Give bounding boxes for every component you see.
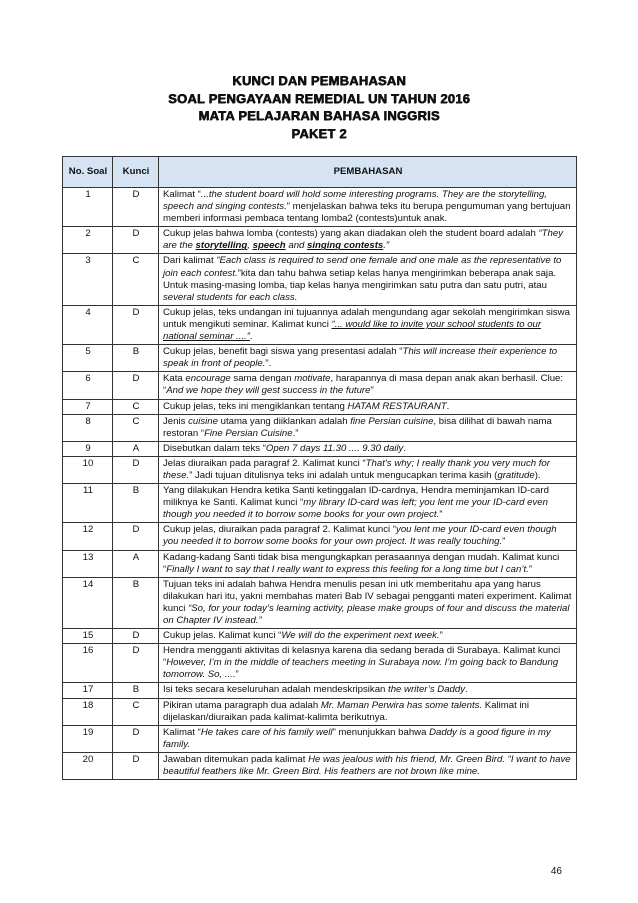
explanation [159,725,577,752]
question-number: 2 [63,227,113,254]
explanation-text: ...the student board will hold some interesting programs. They are the storytelling, speech and singing contests. [163,189,547,213]
explanation [159,399,577,414]
title-line: MATA PELAJARAN BAHASA INGGRIS [198,108,440,123]
explanation-text: and [285,240,308,252]
answer-key: D [113,372,159,399]
table-row [63,372,577,399]
explanation-text: Cukup jelas, benefit bagi siswa yang presentasi adalah “ [163,346,403,358]
explanation [159,644,577,683]
explanation-text: Dari kalimat [163,255,217,267]
answer-key: B [113,345,159,372]
explanation-text: ”. [265,358,272,370]
explanation-text: . [465,684,468,696]
explanation-text: . [249,331,253,343]
explanation-text: He takes care of his family well [200,726,333,738]
table-row [63,752,577,779]
explanation [159,752,577,779]
table-row [63,683,577,698]
explanation-text: Yang dilakukan Hendra ketika Santi ketinggalan ID-cardnya, Hendra meminjamkan ID-card miliknya ke Santi. Kalimat kunci “ [163,485,549,509]
table-row [63,399,577,414]
question-number: 15 [63,629,113,644]
explanation-text: We will do the experiment next week. [281,630,440,642]
explanation-text: . [403,442,407,454]
explanation-text: utama yang diiklankan adalah [217,415,351,427]
explanation-text: Daddy is a good figure in my family. [163,726,551,750]
explanation-text: my library ID-card was left; you lent me your ID-card even though you needed it to borrow some books for your own project. [163,497,548,521]
explanation-text: Open 7 days 11.30 .... 9.30 daily [265,442,404,454]
explanation-text: . [446,400,450,412]
table-row [63,227,577,254]
answer-key: D [113,523,159,550]
explanation [159,456,577,483]
explanation [159,484,577,523]
explanation [159,577,577,628]
explanation [159,254,577,305]
question-number: 20 [63,752,113,779]
explanation-text: Kadang-kadang Santi tidak bisa mengungkapkan perasaannya dengan mudah. Kalimat kunci “ [163,551,560,575]
answer-key: B [113,683,159,698]
explanation-text: HATAM RESTAURANT [347,400,447,412]
explanation-text: Cukup jelas, teks ini mengiklankan tentang [163,400,348,412]
table-row [63,254,577,305]
explanation [159,523,577,550]
title-line: KUNCI DAN PEMBAHASAN [232,73,406,88]
explanation-text: “So, for your today’s learning activity, please make groups of four and discuss the material on Chapter IV instead.” [163,602,570,626]
explanation-text: This will increase their experience to speak in front of people. [163,346,558,370]
explanation-text: storytelling [195,240,248,252]
explanation-text: And we hope they will gest success in the future [166,385,371,397]
table-row [63,305,577,344]
explanation-text: “... would like to invite your school students to our national seminar ....” [163,318,542,343]
explanation-text: ” [235,669,239,681]
explanation-text: Tujuan teks ini adalah bahwa Hendra menulis pesan ini utk memberitahu apa yang harus dilakukan hari itu, yakni membahas materi Bab IV sebagai pengganti materi experiment. Kalimat kunci [163,578,572,614]
explanation-text: ” menunjukkan bahwa [332,726,430,738]
explanation-text: sama dengan [230,373,295,385]
explanation-text: you lent me your ID-card even though you needed it to borrow some books for your own project. It was really touching. [163,524,557,548]
explanation-text: “They are the [163,228,564,252]
explanation-text: However, I’m in the middle of teachers meeting in Surabaya now. I’m going back to Bandung tomorrow. So, .... [163,657,559,681]
answer-key: C [113,254,159,305]
explanation-text: Jenis [163,415,189,427]
explanation-text: ” [528,563,533,575]
explanation-text: speech [252,240,286,252]
table-row [63,523,577,550]
answer-key: D [113,629,159,644]
explanation-text: Jawaban ditemukan pada kalimat [163,753,309,765]
question-number: 12 [63,523,113,550]
explanation-text: ” [439,630,443,642]
question-number: 4 [63,305,113,344]
explanation-text: Cukup jelas bahwa lomba (contests) yang akan diadakan oleh the student board adalah [163,228,539,240]
explanation-text: Cukup jelas. Kalimat kunci “ [163,630,282,642]
explanation-text: fine Persian cuisine [350,415,434,427]
explanation-text: ” menjelaskan bahwa teks itu berupa pengumuman yang bertujuan memberi informasi pembaca tentang lomba2 (contests)untuk anak. [163,201,571,225]
answer-key: A [113,441,159,456]
question-number: 8 [63,414,113,441]
explanation-text: Kalimat ini dijelaskan/diuraikan pada kalimat-kalimta berikutnya. [163,699,529,723]
explanation-text: ” [370,385,374,397]
explanation-text: Kalimat “ [163,189,201,200]
document-title [0,72,638,142]
answer-key: C [113,698,159,725]
question-number: 18 [63,698,113,725]
answer-key: D [113,456,159,483]
explanation-text: ” Jadi tujuan ditulisnya teks ini adalah untuk mengucapkan terima kasih ( [189,469,498,481]
answer-key-body [63,188,577,780]
explanation-text: Pikiran utama paragraph dua adalah [163,699,321,711]
explanation [159,683,577,698]
title-line: SOAL PENGAYAAN REMEDIAL UN TAHUN 2016 [168,90,470,106]
question-number: 3 [63,254,113,305]
explanation-text: Cukup jelas, diuraikan pada paragraf 2. Kalimat kunci “ [163,524,397,536]
explanation-text: ). [534,469,541,481]
question-number: 10 [63,456,113,483]
explanation-text: “Each class is required to send one female and one male as the representative to join each contest. [163,255,562,279]
question-number: 7 [63,399,113,414]
explanation-text: ”kita dan tahu bahwa setiap kelas hanya mengirimkan beberapa anak saja. Untuk masing-masing lomba, tiap kelas hanya mengirimkan satu putra dan satu putri, atau [163,267,557,291]
table-row [63,577,577,628]
explanation [159,698,577,725]
explanation-text: .” [292,427,299,439]
explanation-text: Isi teks secara keseluruhan adalah mendeskripsikan [163,684,389,696]
explanation-text: , bisa dilihat di bawah nama restoran “ [163,415,552,439]
answer-key-table [62,156,577,780]
explanation-text: That’s why; I really thank you very much for these. [163,457,550,481]
table-row [63,484,577,523]
explanation [159,188,577,227]
explanation-text: .” [383,240,390,252]
explanation-text: ” [502,536,506,548]
answer-key: C [113,414,159,441]
question-number: 5 [63,345,113,372]
header-kunci: Kunci [113,157,159,188]
explanation [159,305,577,344]
explanation [159,227,577,254]
table-row [63,345,577,372]
explanation [159,345,577,372]
question-number: 16 [63,644,113,683]
table-header-row [63,157,577,188]
explanation-text: motivate [294,373,331,385]
question-number: 6 [63,372,113,399]
explanation-text: Kalimat “ [163,726,201,738]
question-number: 9 [63,441,113,456]
explanation [159,550,577,577]
table-row [63,644,577,683]
explanation-text: Mr. Maman Perwira has some talents. [320,699,483,711]
question-number: 11 [63,484,113,523]
answer-key: D [113,188,159,227]
table-row [63,456,577,483]
table-row [63,550,577,577]
explanation-text: cuisine [188,415,218,427]
explanation [159,414,577,441]
table-row [63,441,577,456]
header-no-soal: No. Soal [63,157,113,188]
explanation-text: encourage [185,373,231,385]
question-number: 14 [63,577,113,628]
explanation-text: gratitude [497,469,535,481]
explanation-text: Kata [163,373,186,385]
answer-key: A [113,550,159,577]
table-row [63,414,577,441]
explanation [159,441,577,456]
explanation [159,629,577,644]
header-pembahasan: PEMBAHASAN [159,157,577,188]
explanation-text: , [247,240,253,252]
answer-key: D [113,227,159,254]
explanation-text: Cukup jelas, teks undangan ini tujuannya adalah mengundang agar sekolah mengirimkan siswa untuk mengikuti seminar. Kalimat kunci [163,306,570,330]
question-number: 13 [63,550,113,577]
answer-key: C [113,399,159,414]
explanation-text: , harapannya di masa depan anak akan berhasil. Clue: “ [163,373,564,397]
table-row [63,629,577,644]
answer-key: D [113,644,159,683]
explanation-text: He was jealous with his friend, Mr. Green Bird. “I want to have beautiful feathers like Mr. Green Bird. His feathers are not brown like mine. [163,753,571,778]
answer-key: D [113,305,159,344]
explanation-text: the writer’s Daddy [388,684,466,696]
title-line: PAKET 2 [291,125,347,141]
table-row [63,188,577,227]
explanation-text: singing contests [307,240,384,252]
table-row [63,725,577,752]
explanation [159,372,577,399]
explanation-text: several students for each class. [163,291,298,303]
question-number: 1 [63,188,113,227]
answer-key: B [113,577,159,628]
explanation-text: Jelas diuraikan pada paragraf 2. Kalimat kunci “ [163,457,366,469]
page-number: 46 [550,866,562,877]
explanation-text: Finally I want to say that I really want to express this feeling for a long time but I can’t. [166,563,529,575]
explanation-text: Disebutkan dalam teks “ [163,442,266,454]
explanation-text: ” [439,509,443,521]
answer-key: D [113,725,159,752]
question-number: 17 [63,683,113,698]
answer-key: D [113,752,159,779]
table-row [63,698,577,725]
answer-key: B [113,484,159,523]
explanation-text: Fine Persian Cuisine [204,427,293,439]
question-number: 19 [63,725,113,752]
explanation-text: Hendra mengganti aktivitas di kelasnya karena dia sedang berada di Surabaya. Kalimat kunci “ [163,645,561,669]
